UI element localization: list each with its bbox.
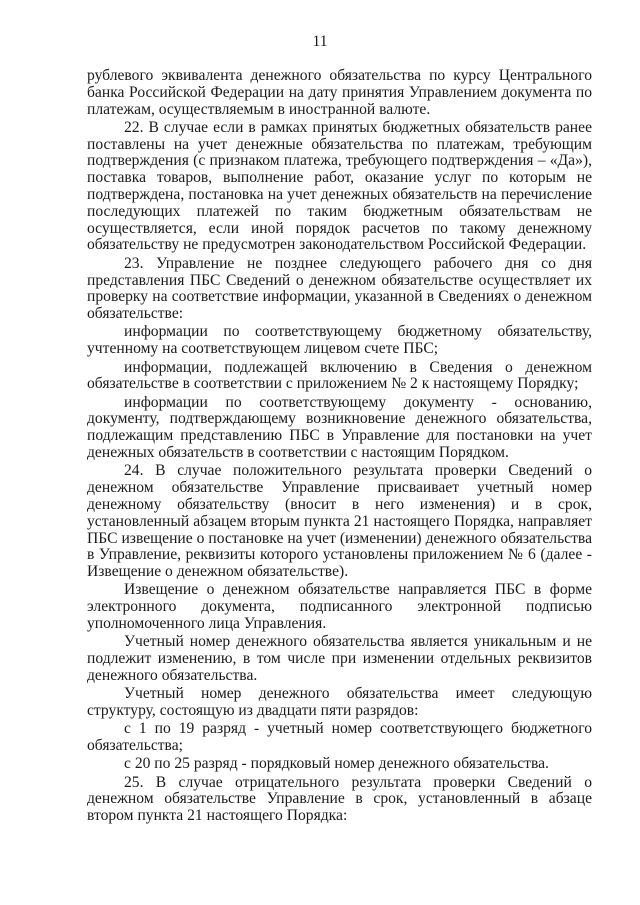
document-body	[87, 68, 592, 827]
paragraph-notice: Извещение о денежном обязательстве направляется ПБС в форме электронного документа, подписанного электронной подписью уполномоченного лица Управления.	[87, 581, 592, 632]
paragraph-continuation: рублевого эквивалента денежного обязательства по курсу Центрального банка Российской Федерации на дату принятия Управлением документа по платежам, осуществляемым в иностранной валюте.	[87, 67, 592, 118]
paragraph-number-structure: Учетный номер денежного обязательства имеет следующую структуру, состоящую из двадцати пяти разрядов:	[87, 685, 592, 719]
paragraph-clause-24: 24. В случае положительного результата проверки Сведений о денежном обязательстве Управление присваивает учетный номер денежному обязательству (вносит в него изменения) и в срок, установленный абзацем вторым пункта 21 настоящего Порядка, направляет ПБС извещение о постановке на учет (изменении) денежного обязательства в Управление, реквизиты которого установлены приложением № 6 (далее - Извещение о денежном обязательстве).	[87, 462, 592, 581]
paragraph-unique-number: Учетный номер денежного обязательства является уникальным и не подлежит изменению, в том числе при изменении отдельных реквизитов денежного обязательства.	[87, 633, 592, 684]
paragraph-digits-20-25: с 20 по 25 разряд - порядковый номер денежного обязательства.	[124, 755, 549, 773]
page-number: 11	[312, 33, 328, 50]
paragraph-clause-22: 22. В случае если в рамках принятых бюджетных обязательств ранее поставлены на учет денежные обязательства по платежам, требующим подтверждения (с признаком платежа, требующего подтверждения – «Да»), поставка товаров, выполнение работ, оказание услуг по которым не подтверждена, постановка на учет денежных обязательств на перечисление последующих платежей по таким бюджетным обязательствам не осуществляется, если иной порядок расчетов по такому денежному обязательству не предусмотрен законодательством Российской Федерации.	[87, 118, 592, 254]
paragraph-clause-23: 23. Управление не позднее следующего рабочего дня со дня представления ПБС Сведений о денежном обязательстве осуществляет их проверку на соответствие информации, указанной в Сведениях о денежном обязательстве:	[87, 254, 592, 323]
paragraph-digits-1-19: с 1 по 19 разряд - учетный номер соответствующего бюджетного обязательства;	[87, 720, 592, 755]
paragraph-check-item-1: информации по соответствующему бюджетному обязательству, учтенному на соответствующем лицевом счете ПБС;	[87, 323, 592, 358]
paragraph-clause-25: 25. В случае отрицательного результата проверки Сведений о денежном обязательстве Управление в срок, установленный в абзаце втором пункта 21 настоящего Порядка:	[87, 773, 592, 825]
paragraph-check-item-2: информации, подлежащей включению в Сведения о денежном обязательстве в соответствии с приложением № 2 к настоящему Порядку;	[87, 358, 592, 393]
paragraph-check-item-3: информации по соответствующему документу - основанию, документу, подтверждающему возникновение денежного обязательства, подлежащим представлению ПБС в Управление для постановки на учет денежных обязательств в соответствии с настоящим Порядком.	[87, 393, 592, 462]
